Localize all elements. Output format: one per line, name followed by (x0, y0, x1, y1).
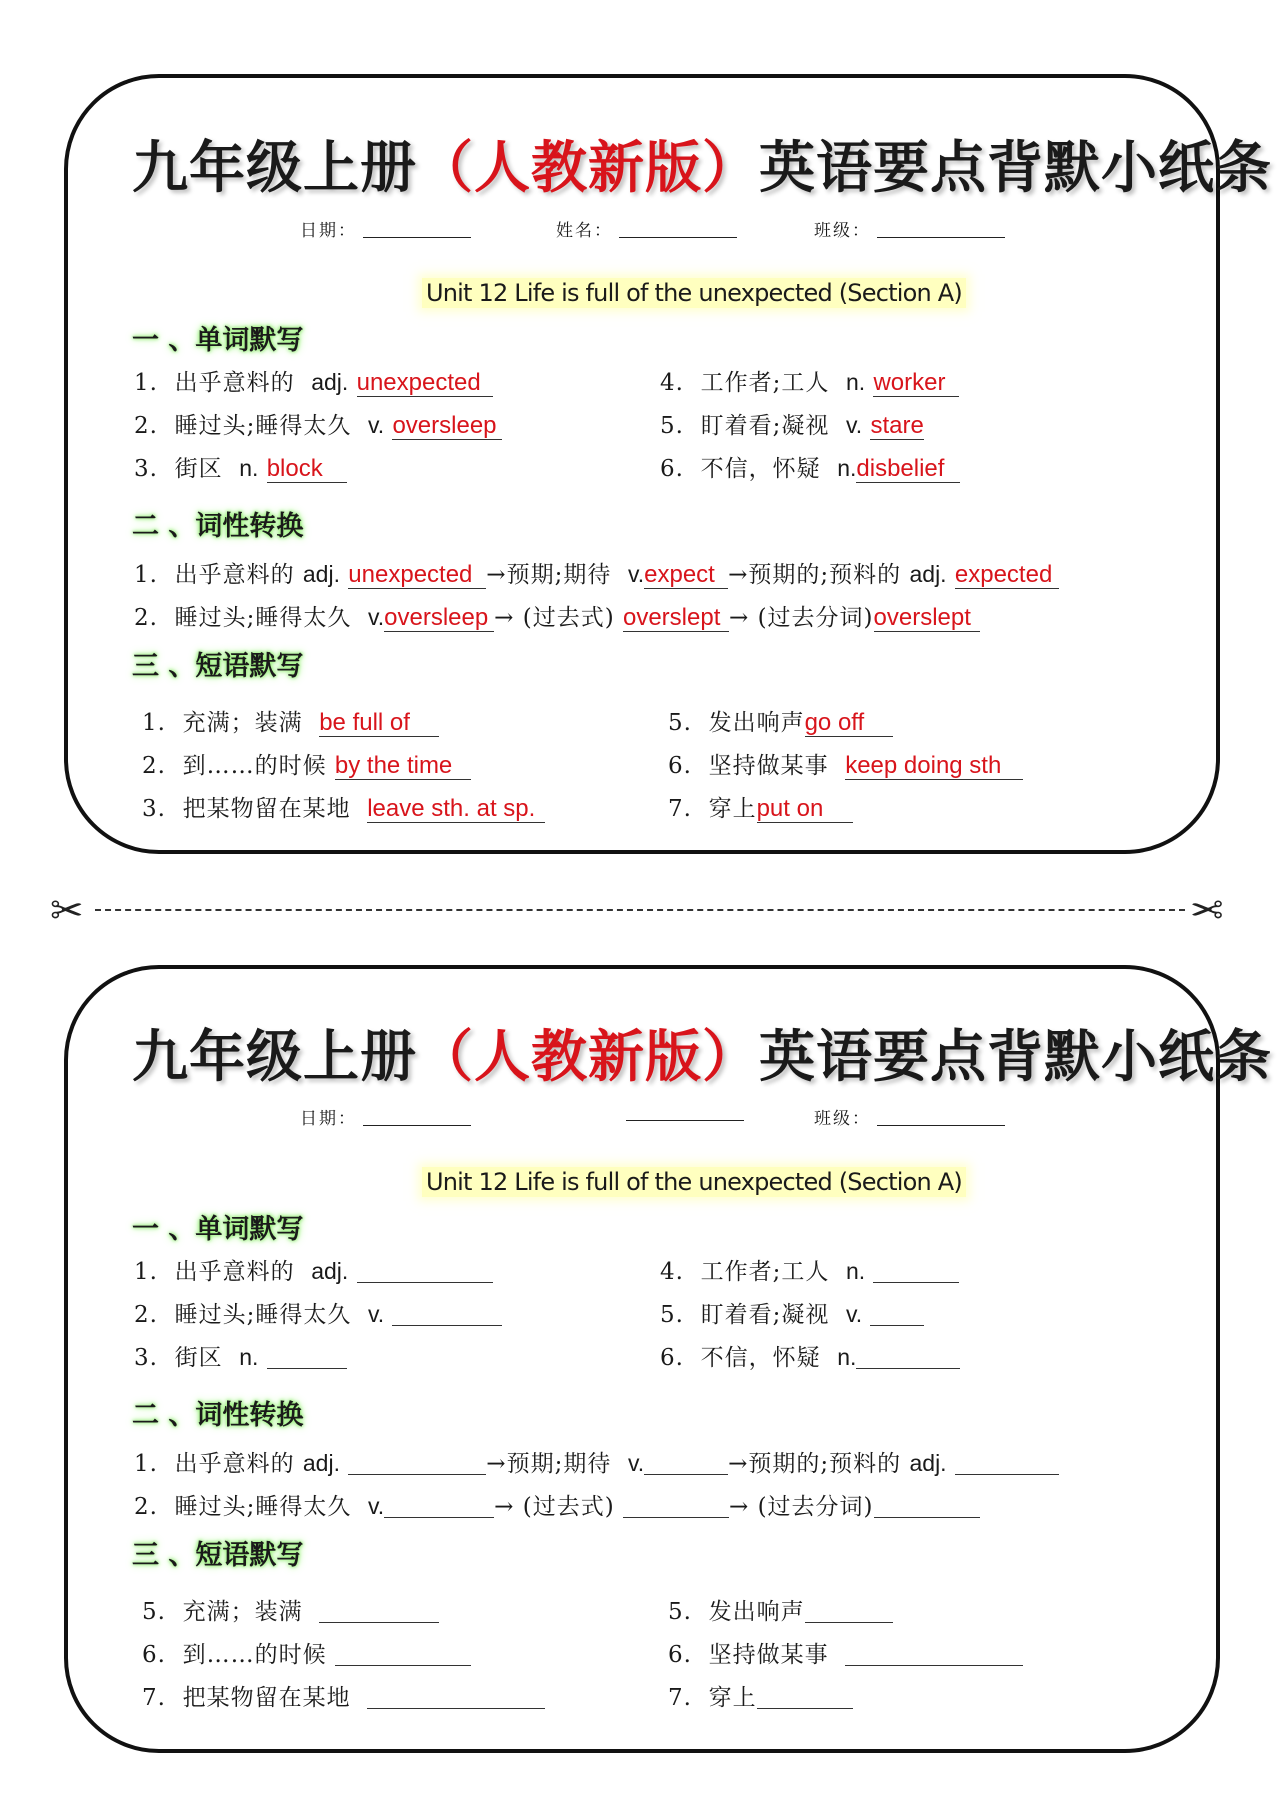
cut-line (95, 909, 1185, 911)
vocab-item: 2. 睡过头;睡得太久 v. oversleep (134, 407, 502, 440)
phrase-item: 7. 穿上 (668, 1679, 853, 1712)
phrase-item: 5. 充满；装满 (142, 1593, 439, 1626)
phrase-item: 5. 发出响声go off (668, 704, 893, 737)
name-field-line (620, 1104, 744, 1124)
phrase-item: 1. 充满；装满 be full of (142, 704, 439, 737)
section-vocab-heading: 一 、单词默写 (132, 325, 304, 356)
phrase-item: 5. 发出响声 (668, 1593, 893, 1626)
vocab-item: 3. 街区 n. block (134, 450, 347, 483)
page-title: 九年级上册（人教新版）英语要点背默小纸条 (132, 135, 1272, 201)
phrase-item: 6. 坚持做某事 (668, 1636, 1023, 1669)
vocab-item: 4. 工作者;工人 n. (660, 1253, 959, 1286)
date-field: 日期： (300, 1104, 471, 1129)
vocab-item: 6. 不信，怀疑 n.disbelief (660, 450, 960, 483)
section-conversion-heading: 二 、词性转换 (132, 1400, 304, 1431)
section-vocab-heading: 一 、单词默写 (132, 1214, 304, 1245)
class-field: 班级： (814, 216, 1005, 241)
section-conversion-heading: 二 、词性转换 (132, 511, 304, 542)
conversion-item: 2. 睡过头;睡得太久 v. → (过去式) → (过去分词) (134, 1488, 980, 1521)
scissors-icon: ✂ (50, 888, 84, 934)
conversion-item: 2. 睡过头;睡得太久 v.oversleep → (过去式) overslept → (过去分词)overslept (134, 599, 980, 632)
vocab-item: 6. 不信，怀疑 n. (660, 1339, 960, 1372)
conversion-item: 1. 出乎意料的 adj. unexpected →预期;期待 v.expect →预期的;预料的 adj. expected (134, 556, 1059, 589)
date-field: 日期： (300, 216, 471, 241)
unit-title: Unit 12 Life is full of the unexpected (Section A) (422, 278, 966, 308)
vocab-item: 5. 盯着看;凝视 v. stare (660, 412, 924, 439)
vocab-item: 5. 盯着看;凝视 v. (660, 1296, 924, 1329)
vocab-item: 1. 出乎意料的 adj. (134, 1253, 493, 1286)
section-phrases-heading: 三 、短语默写 (132, 1540, 304, 1571)
phrase-item: 2. 到……的时候 by the time (142, 747, 471, 780)
vocab-item: 4. 工作者;工人 n. worker (660, 364, 959, 397)
scissors-icon: ✂ (1190, 888, 1224, 934)
phrase-item: 7. 把某物留在某地 (142, 1679, 545, 1712)
conversion-item: 1. 出乎意料的 adj. →预期;期待 v. →预期的;预料的 adj. (134, 1445, 1059, 1478)
name-field: 姓名： (556, 216, 737, 241)
phrase-item: 6. 到……的时候 (142, 1636, 471, 1669)
vocab-item: 3. 街区 n. (134, 1339, 347, 1372)
phrase-item: 3. 把某物留在某地 leave sth. at sp. (142, 790, 545, 823)
phrase-item: 7. 穿上put on (668, 790, 853, 823)
section-phrases-heading: 三 、短语默写 (132, 651, 304, 682)
vocab-item: 1. 出乎意料的 adj. unexpected (134, 364, 493, 397)
phrase-item: 6. 坚持做某事 keep doing sth (668, 747, 1023, 780)
vocab-item: 2. 睡过头;睡得太久 v. (134, 1296, 502, 1329)
unit-title: Unit 12 Life is full of the unexpected (Section A) (422, 1167, 966, 1197)
class-field: 班级： (814, 1104, 1005, 1129)
page-title: 九年级上册（人教新版）英语要点背默小纸条 (132, 1024, 1272, 1090)
